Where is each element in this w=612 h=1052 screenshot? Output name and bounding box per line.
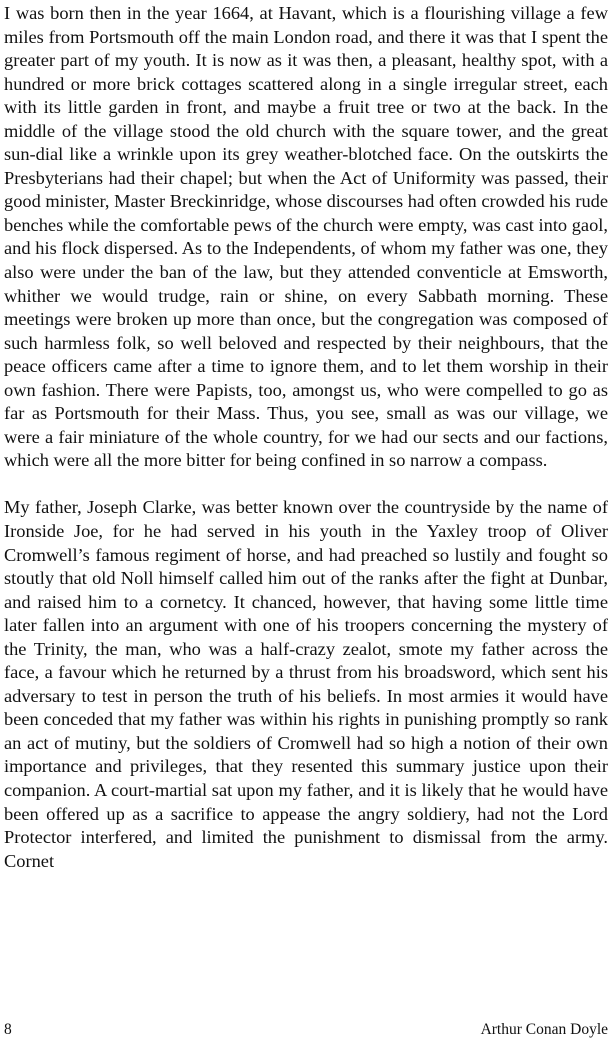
body-text — [4, 2, 608, 873]
page-number: 8 — [4, 1021, 12, 1038]
book-page — [4, 2, 610, 1050]
paragraph-1: I was born then in the year 1664, at Havant, which is a flourishing village a few miles from Portsmouth off the main London road, and there it was that I spent the greater part of my youth. It is now as it was then, a pleasant, healthy spot, with a hundred or more brick cottages scattered along in a single irregular street, each with its little garden in front, and maybe a fruit tree or two at the back. In the middle of the village stood the old church with the square tower, and the great sun-dial like a wrinkle upon its grey weather-blotched face. On the outskirts the Presbyterians had their chapel; but when the Act of Uniformity was passed, their good minister, Master Breckinridge, whose discourses had often crowded his rude benches while the comfortable pews of the church were empty, was cast into gaol, and his flock dispersed. As to the Independents, of whom my father was one, they also were under the ban of the law, but they attended conventicle at Emsworth, whither we would trudge, rain or shine, on every Sabbath morning. These meetings were broken up more than once, but the congregation was composed of such harmless folk, so well beloved and respected by their neighbours, that the peace officers came after a time to ignore them, and to let them worship in their own fashion. There were Papists, too, amongst us, who were compelled to go as far as Portsmouth for their Mass. Thus, you see, small as was our village, we were a fair miniature of the whole country, for we had our sects and our factions, which were all the more bitter for being confined in so narrow a compass. — [4, 3, 608, 471]
page-footer — [4, 1021, 608, 1039]
running-author: Arthur Conan Doyle — [480, 1021, 608, 1038]
paragraph-2: My father, Joseph Clarke, was better known over the countryside by the name of Ironside Joe, for he had served in his youth in the Yaxley troop of Oliver Cromwell’s famous regiment of horse, and had preached so lustily and fought so stoutly that old Noll himself called him out of the ranks after the fight at Dunbar, and raised him to a cornetcy. It chanced, however, that having some little time later fallen into an argument with one of his troopers concerning the mystery of the Trinity, the man, who was a half-crazy zealot, smote my father across the face, a favour which he returned by a thrust from his broadsword, which sent his adversary to test in person the truth of his beliefs. In most armies it would have been conceded that my father was within his rights in punishing promptly so rank an act of mutiny, but the soldiers of Cromwell had so high a notion of their own importance and privileges, that they resented this summary justice upon their companion. A court-martial sat upon my father, and it is likely that he would have been offered up as a sacrifice to appease the angry soldiery, had not the Lord Protector interfered, and limited the punishment to dismissal from the army. Cornet — [4, 497, 608, 871]
